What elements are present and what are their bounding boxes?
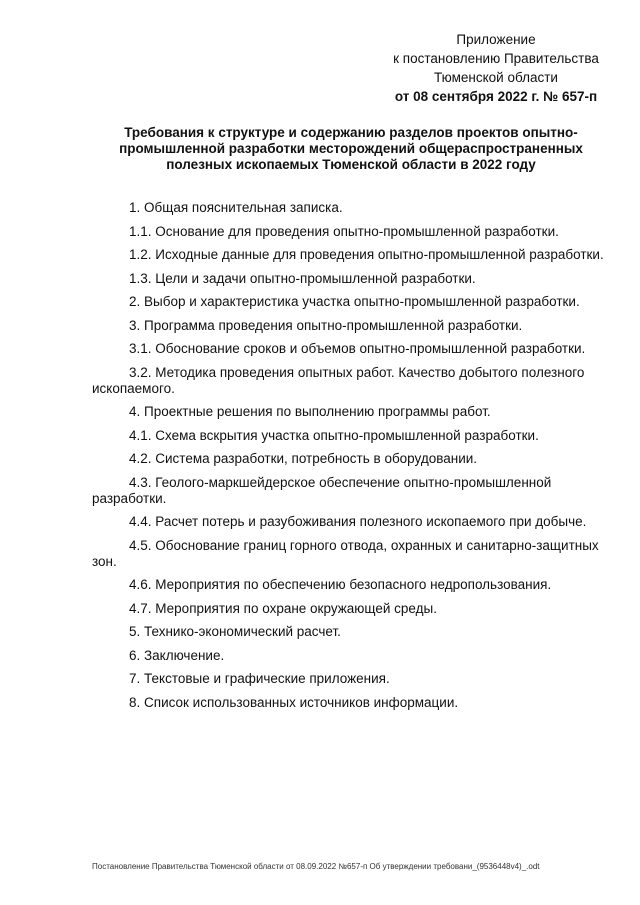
document-footer: Постановление Правительства Тюменской области от 08.09.2022 №657-п Об утверждении требовани_(9536448v4)_.odt — [92, 862, 540, 871]
list-item: 4.7. Мероприятия по охране окружающей среды. — [129, 600, 437, 616]
list-item: 5. Технико-экономический расчет. — [129, 624, 341, 639]
appendix-header — [360, 30, 632, 106]
list-item: 1.1. Основание для проведения опытно-промышленной разработки. — [129, 223, 559, 239]
list-item: 1.2. Исходные данные для проведения опытно-промышленной разработки. — [129, 247, 604, 262]
list-item: 4.2. Система разработки, потребность в оборудовании. — [129, 451, 478, 466]
title-line-2: промышленной разработки месторождений общераспространенных — [119, 141, 583, 156]
list-item: 4.6. Мероприятия по обеспечению безопасного недропользования. — [129, 577, 552, 592]
appendix-region: Тюменской области — [434, 70, 558, 85]
list-item: 4.3. Геолого-маркшейдерское обеспечение опытно-промышленной разработки. — [92, 474, 552, 506]
list-item: 4.5. Обоснование границ горного отвода, охранных и санитарно-защитных зон. — [92, 537, 599, 569]
title-line-3: полезных ископаемых Тюменской области в 2022 году — [166, 157, 536, 172]
list-item: 3.1. Обоснование сроков и объемов опытно-промышленной разработки. — [129, 341, 586, 356]
requirements-list — [92, 200, 606, 718]
list-item: 7. Текстовые и графические приложения. — [129, 671, 390, 686]
title-line-1: Требования к структуре и содержанию разделов проектов опытно- — [124, 125, 578, 140]
list-item: 3.2. Методика проведения опытных работ. Качество добытого полезного ископаемого. — [92, 364, 585, 396]
list-item: 4. Проектные решения по выполнению программы работ. — [129, 404, 491, 419]
list-item: 3. Программа проведения опытно-промышленной разработки. — [129, 317, 523, 333]
list-item: 4.4. Расчет потерь и разубоживания полезного ископаемого при добыче. — [129, 514, 587, 529]
list-item: 4.1. Схема вскрытия участка опытно-промышленной разработки. — [129, 427, 539, 443]
list-item: 2. Выбор и характеристика участка опытно-промышленной разработки. — [129, 294, 580, 309]
document-title — [96, 125, 606, 173]
appendix-resolution: к постановлению Правительства — [393, 51, 599, 66]
list-item: 1.3. Цели и задачи опытно-промышленной разработки. — [129, 270, 476, 286]
list-item: 1. Общая пояснительная записка. — [129, 200, 343, 215]
appendix-label: Приложение — [456, 32, 536, 47]
appendix-date-number: от 08 сентября 2022 г. № 657-п — [394, 89, 598, 104]
list-item: 6. Заключение. — [129, 647, 225, 663]
list-item: 8. Список использованных источников информации. — [129, 694, 459, 710]
